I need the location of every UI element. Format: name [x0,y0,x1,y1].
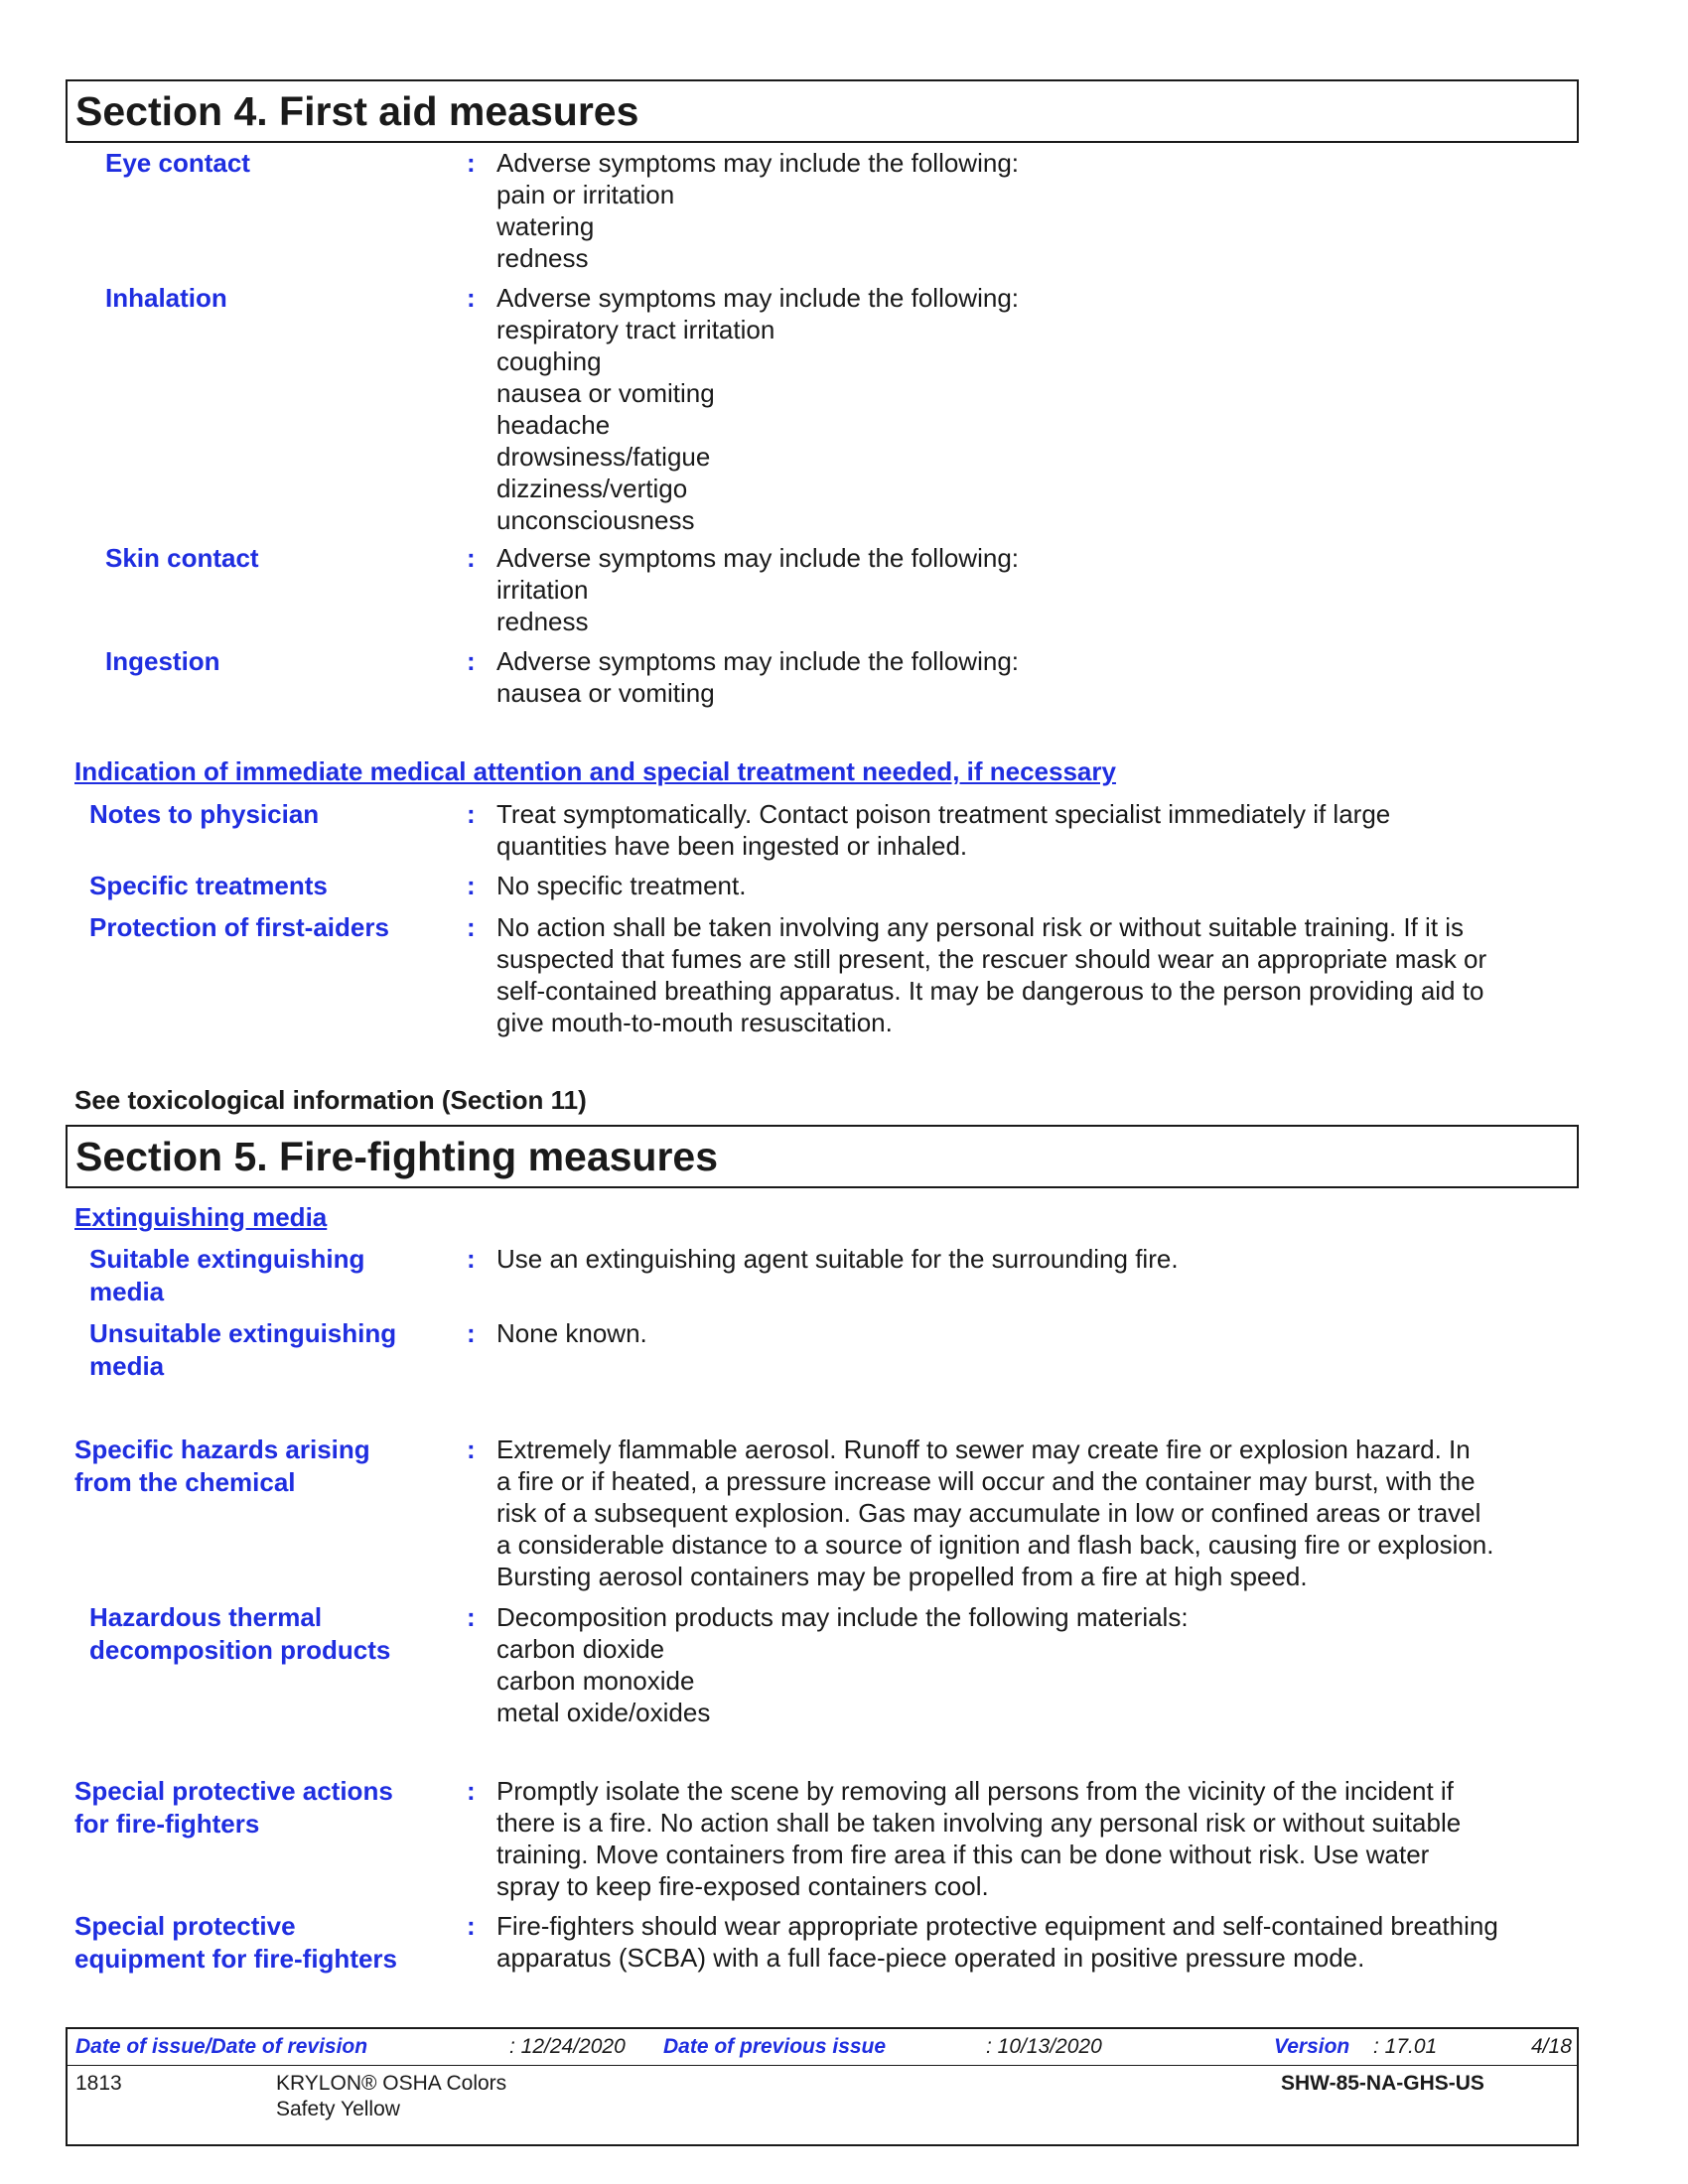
label-line: Unsuitable extinguishing [89,1318,397,1348]
text-line: carbon monoxide [496,1666,695,1696]
colon: : [467,1244,476,1274]
ingestion-label: Ingestion [105,646,220,676]
inhalation-value [496,282,1579,536]
text-line: watering [496,211,595,241]
colon: : [467,912,476,942]
text-line: coughing [496,346,602,376]
colon: : [467,1434,476,1464]
text-line: drowsiness/fatigue [496,442,711,472]
protective-equipment-label [74,1910,397,1976]
notes-to-physician-label: Notes to physician [89,799,320,829]
issue-date-value: : 12/24/2020 [509,2035,626,2058]
eye-contact-label: Eye contact [105,148,250,178]
text-line: metal oxide/oxides [496,1698,711,1727]
extinguishing-media-heading: Extinguishing media [74,1202,328,1232]
page-number: 4/18 [1531,2035,1572,2058]
colon: : [467,646,476,676]
text-line: No action shall be taken involving any personal risk or without suitable training. If it is [496,912,1465,942]
text-line: Adverse symptoms may include the following: [496,543,1020,573]
text-line: self-contained breathing apparatus. It may be dangerous to the person providing aid to [496,976,1484,1006]
text-line: unconsciousness [496,505,695,535]
protection-first-aiders-label: Protection of first-aiders [89,912,389,942]
previous-issue-label: Date of previous issue [663,2035,887,2058]
skin-contact-value [496,542,1579,637]
text-line: Use an extinguishing agent suitable for the surrounding fire. [496,1244,1179,1274]
colon: : [467,1911,476,1941]
inhalation-label: Inhalation [105,283,227,313]
text-line: nausea or vomiting [496,678,715,708]
text-line: No specific treatment. [496,871,747,900]
specific-treatments-label: Specific treatments [89,871,328,900]
label-line: Suitable extinguishing [89,1244,365,1274]
text-line: Promptly isolate the scene by removing all persons from the vicinity of the incident if [496,1776,1454,1806]
text-line: dizziness/vertigo [496,474,688,503]
text-line: Bursting aerosol containers may be propelled from a fire at high speed. [496,1562,1308,1591]
document-id: SHW-85-NA-GHS-US [1281,2072,1484,2095]
protective-actions-label [74,1775,393,1841]
label-line: Hazardous thermal [89,1602,323,1632]
colon: : [467,543,476,573]
suitable-media-label [89,1243,364,1308]
colon: : [467,148,476,178]
section-5-header [66,1125,1579,1188]
text-line: Adverse symptoms may include the following: [496,646,1020,676]
text-line: Treat symptomatically. Contact poison treatment specialist immediately if large [496,799,1391,829]
ingestion-value [496,645,1579,709]
see-toxicological-note: See toxicological information (Section 11) [74,1085,587,1115]
unsuitable-media-value [496,1317,1579,1349]
text-line: quantities have been ingested or inhaled. [496,831,968,861]
text-line: risk of a subsequent explosion. Gas may accumulate in low or confined areas or travel [496,1498,1481,1528]
label-line: for fire-fighters [74,1809,260,1839]
thermal-decomposition-value [496,1601,1579,1728]
text-line: nausea or vomiting [496,378,715,408]
text-line: a considerable distance to a source of ignition and flash back, causing fire or explosion. [496,1530,1494,1560]
unsuitable-media-label [89,1317,396,1383]
specific-treatments-value [496,870,1579,901]
version-label: Version [1274,2035,1350,2058]
text-line: None known. [496,1318,647,1348]
eye-contact-value [496,147,1579,274]
text-line: suspected that fumes are still present, the rescuer should wear an appropriate mask or [496,944,1487,974]
version-value: : 17.01 [1373,2035,1438,2058]
footer-dates-row [68,2029,1577,2066]
product-code: 1813 [75,2072,122,2095]
specific-hazards-value [496,1433,1579,1592]
text-line: a fire or if heated, a pressure increase will occur and the container may burst, with the [496,1466,1476,1496]
colon: : [467,283,476,313]
specific-hazards-label [74,1433,370,1499]
text-line: respiratory tract irritation [496,315,775,344]
text-line: training. Move containers from fire area if this can be done without risk. Use water [496,1840,1430,1869]
label-line: Specific hazards arising [74,1434,370,1464]
medical-attention-heading: Indication of immediate medical attention and special treatment needed, if necessary [74,756,1116,786]
text-line: Adverse symptoms may include the following: [496,148,1020,178]
text-line: spray to keep fire-exposed containers cool. [496,1871,989,1901]
product-name-line1: KRYLON® OSHA Colors [276,2072,507,2095]
protective-equipment-value [496,1910,1579,1974]
previous-issue-value: : 10/13/2020 [986,2035,1102,2058]
text-line: apparatus (SCBA) with a full face-piece operated in positive pressure mode. [496,1943,1365,1973]
text-line: Extremely flammable aerosol. Runoff to sewer may create fire or explosion hazard. In [496,1434,1471,1464]
text-line: redness [496,243,589,273]
label-line: decomposition products [89,1635,391,1665]
label-line: media [89,1277,165,1306]
section-4-title: Section 4. First aid measures [75,88,639,134]
text-line: pain or irritation [496,180,675,209]
text-line: irritation [496,575,589,605]
protection-first-aiders-value [496,911,1579,1038]
issue-date-label: Date of issue/Date of revision [75,2035,368,2058]
text-line: Decomposition products may include the following materials: [496,1602,1189,1632]
colon: : [467,799,476,829]
colon: : [467,871,476,900]
text-line: carbon dioxide [496,1634,665,1664]
label-line: from the chemical [74,1467,296,1497]
suitable-media-value [496,1243,1579,1275]
thermal-decomposition-label [89,1601,390,1667]
label-line: Special protective actions [74,1776,393,1806]
product-name-line2: Safety Yellow [276,2098,400,2120]
text-line: Fire-fighters should wear appropriate protective equipment and self-contained breathing [496,1911,1498,1941]
text-line: redness [496,607,589,636]
section-5-title: Section 5. Fire-fighting measures [75,1134,719,1179]
page-footer [66,2027,1579,2146]
notes-to-physician-value [496,798,1579,862]
label-line: media [89,1351,165,1381]
text-line: Adverse symptoms may include the following: [496,283,1020,313]
text-line: give mouth-to-mouth resuscitation. [496,1008,893,1037]
colon: : [467,1602,476,1632]
text-line: headache [496,410,611,440]
colon: : [467,1776,476,1806]
colon: : [467,1318,476,1348]
label-line: Special protective [74,1911,296,1941]
text-line: there is a fire. No action shall be taken involving any personal risk or without suitable [496,1808,1462,1838]
label-line: equipment for fire-fighters [74,1944,398,1974]
protective-actions-value [496,1775,1579,1902]
section-4-header [66,79,1579,143]
skin-contact-label: Skin contact [105,543,259,573]
